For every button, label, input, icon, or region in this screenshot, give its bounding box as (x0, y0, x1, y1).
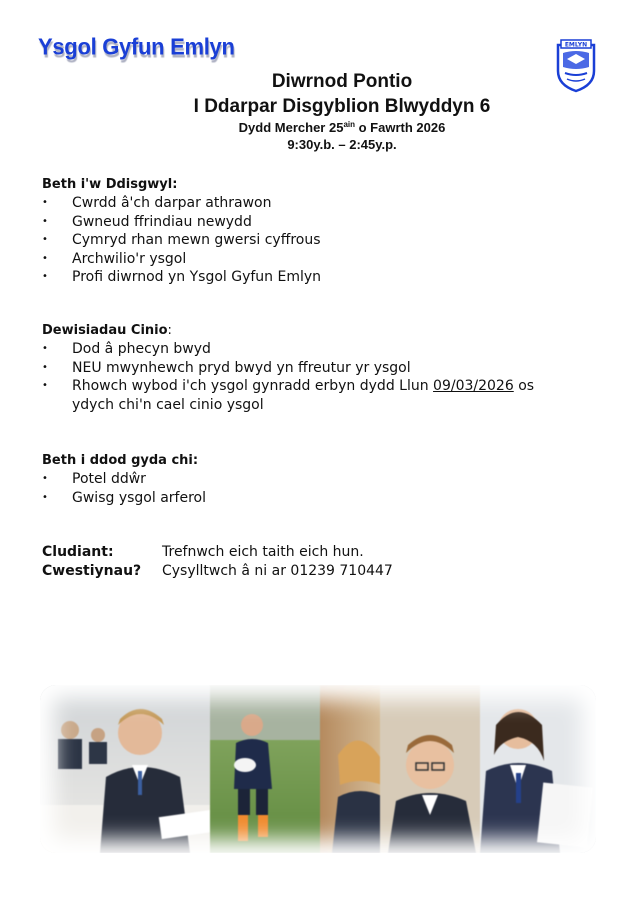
expect-list (42, 194, 602, 287)
lunch-section (42, 322, 602, 414)
list-item: • Cwrdd â'ch darpar athrawon (42, 194, 602, 213)
list-item: • Cymryd rhan mewn gwersi cyffrous (42, 231, 602, 250)
event-subtitle: I Ddarpar Disgyblion Blwyddyn 6 (193, 96, 491, 117)
deadline-date: 09/03/2026 (433, 378, 514, 394)
bring-section (42, 452, 602, 507)
questions-row (42, 561, 393, 581)
lunch-list (42, 340, 602, 414)
bring-title: Beth i ddod gyda chi: (42, 453, 199, 468)
list-item: • Gwisg ysgol arferol (42, 489, 602, 508)
transport-value: Trefnwch eich taith eich hun. (162, 544, 364, 560)
lunch-title: Dewisiadau Cinio: (42, 323, 172, 338)
list-item: • Potel ddŵr (42, 470, 602, 489)
list-item: • Profi diwrnod yn Ysgol Gyfun Emlyn (42, 268, 602, 287)
list-item: • Dod â phecyn bwyd (42, 340, 602, 359)
expect-section (42, 176, 602, 287)
students-photo-collage (40, 685, 596, 853)
crest-label: EMLYN (564, 41, 588, 49)
list-item-notice: • Rhowch wybod i'ch ysgol gynradd erbyn dydd Llun 09/03/2026 os ydych chi'n cael cinio ysgol (42, 377, 557, 414)
event-title: Diwrnod Pontio (271, 71, 413, 92)
event-header (0, 70, 636, 153)
expect-title: Beth i'w Ddisgwyl: (42, 177, 178, 192)
questions-value: Cysylltwch â ni ar 01239 710447 (162, 563, 393, 579)
transport-label: Cludiant: (42, 544, 114, 560)
bring-list (42, 470, 602, 507)
transport-row (42, 542, 364, 562)
list-item: • Archwilio'r ysgol (42, 250, 602, 269)
school-logo-text: Ysgol Gyfun Emlyn (38, 33, 235, 60)
questions-label: Cwestiynau? (42, 563, 142, 579)
event-time: 9:30y.b. – 2:45y.p. (287, 137, 397, 152)
event-date: Dydd Mercher $25^{ain}$ o Fawrth 2026 (238, 120, 446, 135)
list-item: • NEU mwynhewch pryd bwyd yn ffreutur yr ysgol (42, 359, 602, 378)
list-item: • Gwneud ffrindiau newydd (42, 213, 602, 232)
